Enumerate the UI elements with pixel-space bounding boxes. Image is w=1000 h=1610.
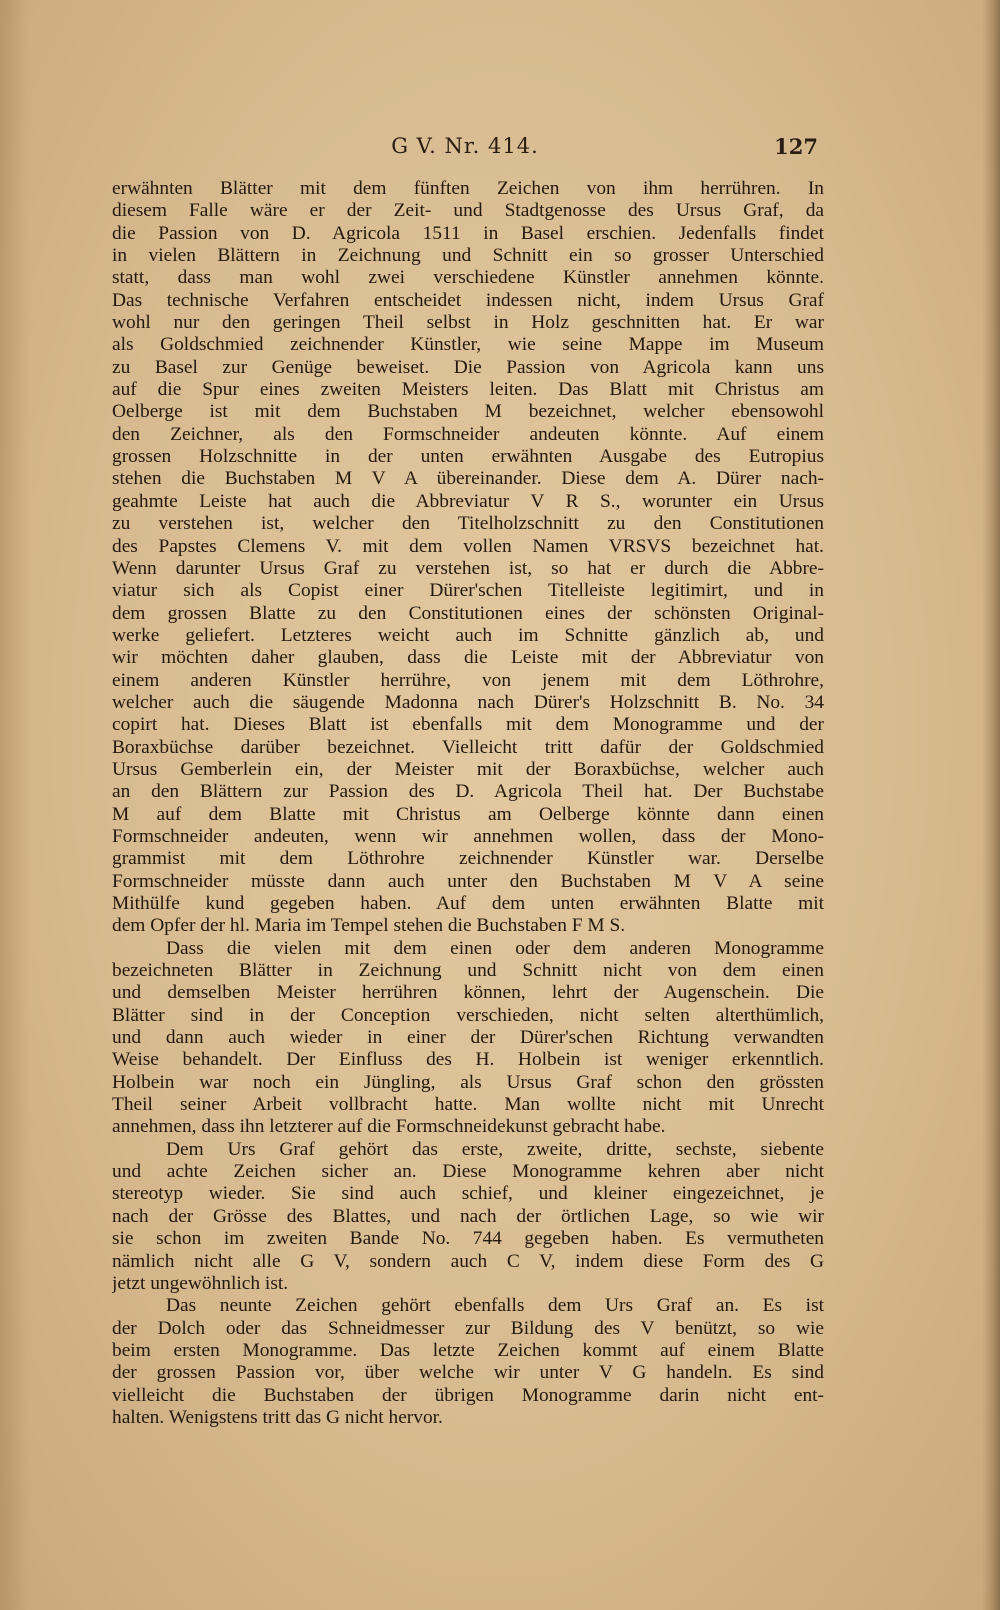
text-line: und achte Zeichen sicher an. Diese Monogramme kehren aber nicht [112, 1161, 824, 1183]
text-line: dem grossen Blatte zu den Constitutionen eines der schönsten Original- [112, 602, 824, 624]
text-line: nach der Grösse des Blattes, und nach der örtlichen Lage, so wie wir [112, 1205, 824, 1227]
text-line: grammist mit dem Löthrohre zeichnender Künstler war. Derselbe [112, 848, 824, 870]
text-line: der Dolch oder das Schneidmesser zur Bildung des V benützt, so wie [112, 1317, 824, 1339]
text-line: vielleicht die Buchstaben der übrigen Monogramme darin nicht ent- [112, 1384, 824, 1406]
text-line: wohl nur den geringen Theil selbst in Holz geschnitten hat. Er war [112, 312, 824, 334]
running-title: G V. Nr. 414. [391, 134, 539, 158]
text-line: Oelberge ist mit dem Buchstaben M bezeichnet, welcher ebensowohl [112, 401, 824, 423]
text-line: grossen Holzschnitte in der unten erwähnten Ausgabe des Eutropius [112, 446, 824, 468]
text-line: an den Blättern zur Passion des D. Agricola Theil hat. Der Buchstabe [112, 781, 824, 803]
text-line: annehmen, dass ihn letzterer auf die Formschneidekunst gebracht habe. [112, 1116, 666, 1138]
text-line: auf die Spur eines zweiten Meisters leiten. Das Blatt mit Christus am [112, 379, 824, 401]
text-line: Das technische Verfahren entscheidet indessen nicht, indem Ursus Graf [112, 289, 824, 311]
text-line: als Goldschmied zeichnender Künstler, wie seine Mappe im Museum [112, 334, 824, 356]
text-line: M auf dem Blatte mit Christus am Oelberge könnte dann einen [112, 803, 824, 825]
page-number: 127 [774, 134, 818, 159]
text-line: dem Opfer der hl. Maria im Tempel stehen die Buchstaben F M S. [112, 915, 626, 937]
text-line: Das neunte Zeichen gehört ebenfalls dem Urs Graf an. Es ist [166, 1295, 824, 1317]
text-line: Wenn darunter Ursus Graf zu verstehen ist, so hat er durch die Abbre- [112, 557, 824, 579]
text-line: des Papstes Clemens V. mit dem vollen Namen VRSVS bezeichnet hat. [112, 535, 824, 557]
text-line: stehen die Buchstaben M V A übereinander. Diese dem A. Dürer nach- [112, 468, 824, 490]
text-line: Theil seiner Arbeit vollbracht hatte. Man wollte nicht mit Unrecht [112, 1094, 824, 1116]
text-line: wir möchten daher glauben, dass die Leiste mit der Abbreviatur von [112, 647, 824, 669]
body-text [112, 178, 824, 1429]
text-line: einem anderen Künstler herrühre, von jenem mit dem Löthrohre, [112, 669, 824, 691]
text-line: den Zeichner, als den Formschneider andeuten könnte. Auf einem [112, 423, 824, 445]
text-line: erwähnten Blätter mit dem fünften Zeichen von ihm herrühren. In [112, 178, 824, 199]
text-line: zu verstehen ist, welcher den Titelholzschnitt zu den Constitutionen [112, 513, 824, 535]
text-line: beim ersten Monogramme. Das letzte Zeichen kommt auf einem Blatte [112, 1339, 824, 1361]
text-line: nämlich nicht alle G V, sondern auch C V, indem diese Form des G [112, 1250, 824, 1272]
text-line: viatur sich als Copist einer Dürer'schen Titelleiste legitimirt, und in [112, 580, 824, 602]
text-line: halten. Wenigstens tritt das G nicht hervor. [112, 1406, 443, 1428]
text-line: welcher auch die säugende Madonna nach Dürer's Holzschnitt B. No. 34 [112, 691, 824, 713]
text-line: in vielen Blättern in Zeichnung und Schnitt ein so grosser Unterschied [112, 245, 824, 267]
text-line: Weise behandelt. Der Einfluss des H. Holbein ist weniger erkenntlich. [112, 1049, 824, 1071]
text-line: zu Basel zur Genüge beweiset. Die Passion von Agricola kann uns [112, 356, 824, 378]
text-line: Dem Urs Graf gehört das erste, zweite, dritte, sechste, siebente [166, 1138, 824, 1160]
text-line: Formschneider andeuten, wenn wir annehmen wollen, dass der Mono- [112, 825, 824, 847]
text-line: geahmte Leiste hat auch die Abbreviatur V R S., worunter ein Ursus [112, 490, 824, 512]
text-line: copirt hat. Dieses Blatt ist ebenfalls mit dem Monogramme und der [112, 714, 824, 736]
text-line: bezeichneten Blätter in Zeichnung und Schnitt nicht von dem einen [112, 960, 824, 982]
page-right-edge-shadow [982, 0, 1000, 1610]
text-line: Mithülfe kund gegeben haben. Auf dem unten erwähnten Blatte mit [112, 893, 824, 914]
text-line: statt, dass man wohl zwei verschiedene Künstler annehmen könnte. [112, 267, 824, 289]
text-line: Ursus Gemberlein ein, der Meister mit der Boraxbüchse, welcher auch [112, 758, 824, 780]
text-line: sie schon im zweiten Bande No. 744 gegeben haben. Es vermutheten [112, 1228, 824, 1250]
text-line: und dann auch wieder in einer der Dürer'schen Richtung verwandten [112, 1027, 824, 1049]
text-line: diesem Falle wäre er der Zeit- und Stadtgenosse des Ursus Graf, da [112, 200, 824, 222]
text-line: stereotyp wieder. Sie sind auch schief, und kleiner eingezeichnet, je [112, 1183, 824, 1205]
text-line: die Passion von D. Agricola 1511 in Basel erschien. Jedenfalls findet [112, 222, 824, 244]
text-line: Boraxbüchse darüber bezeichnet. Vielleicht tritt dafür der Goldschmied [112, 736, 824, 758]
text-line: werke geliefert. Letzteres weicht auch im Schnitte gänzlich ab, und [112, 624, 824, 646]
text-line: der grossen Passion vor, über welche wir unter V G handeln. Es sind [112, 1362, 824, 1384]
page-header [112, 134, 818, 164]
text-line: Holbein war noch ein Jüngling, als Ursus Graf schon den grössten [112, 1071, 824, 1093]
text-line: Formschneider müsste dann auch unter den Buchstaben M V A seine [112, 870, 824, 892]
page-left-edge-shadow [0, 0, 30, 1610]
text-line: und demselben Meister herrühren können, lehrt der Augenschein. Die [112, 982, 824, 1004]
text-line: Dass die vielen mit dem einen oder dem anderen Monogramme [166, 937, 824, 959]
text-line: jetzt ungewöhnlich ist. [112, 1272, 289, 1294]
text-line: Blätter sind in der Conception verschieden, nicht selten alterthümlich, [112, 1004, 824, 1026]
